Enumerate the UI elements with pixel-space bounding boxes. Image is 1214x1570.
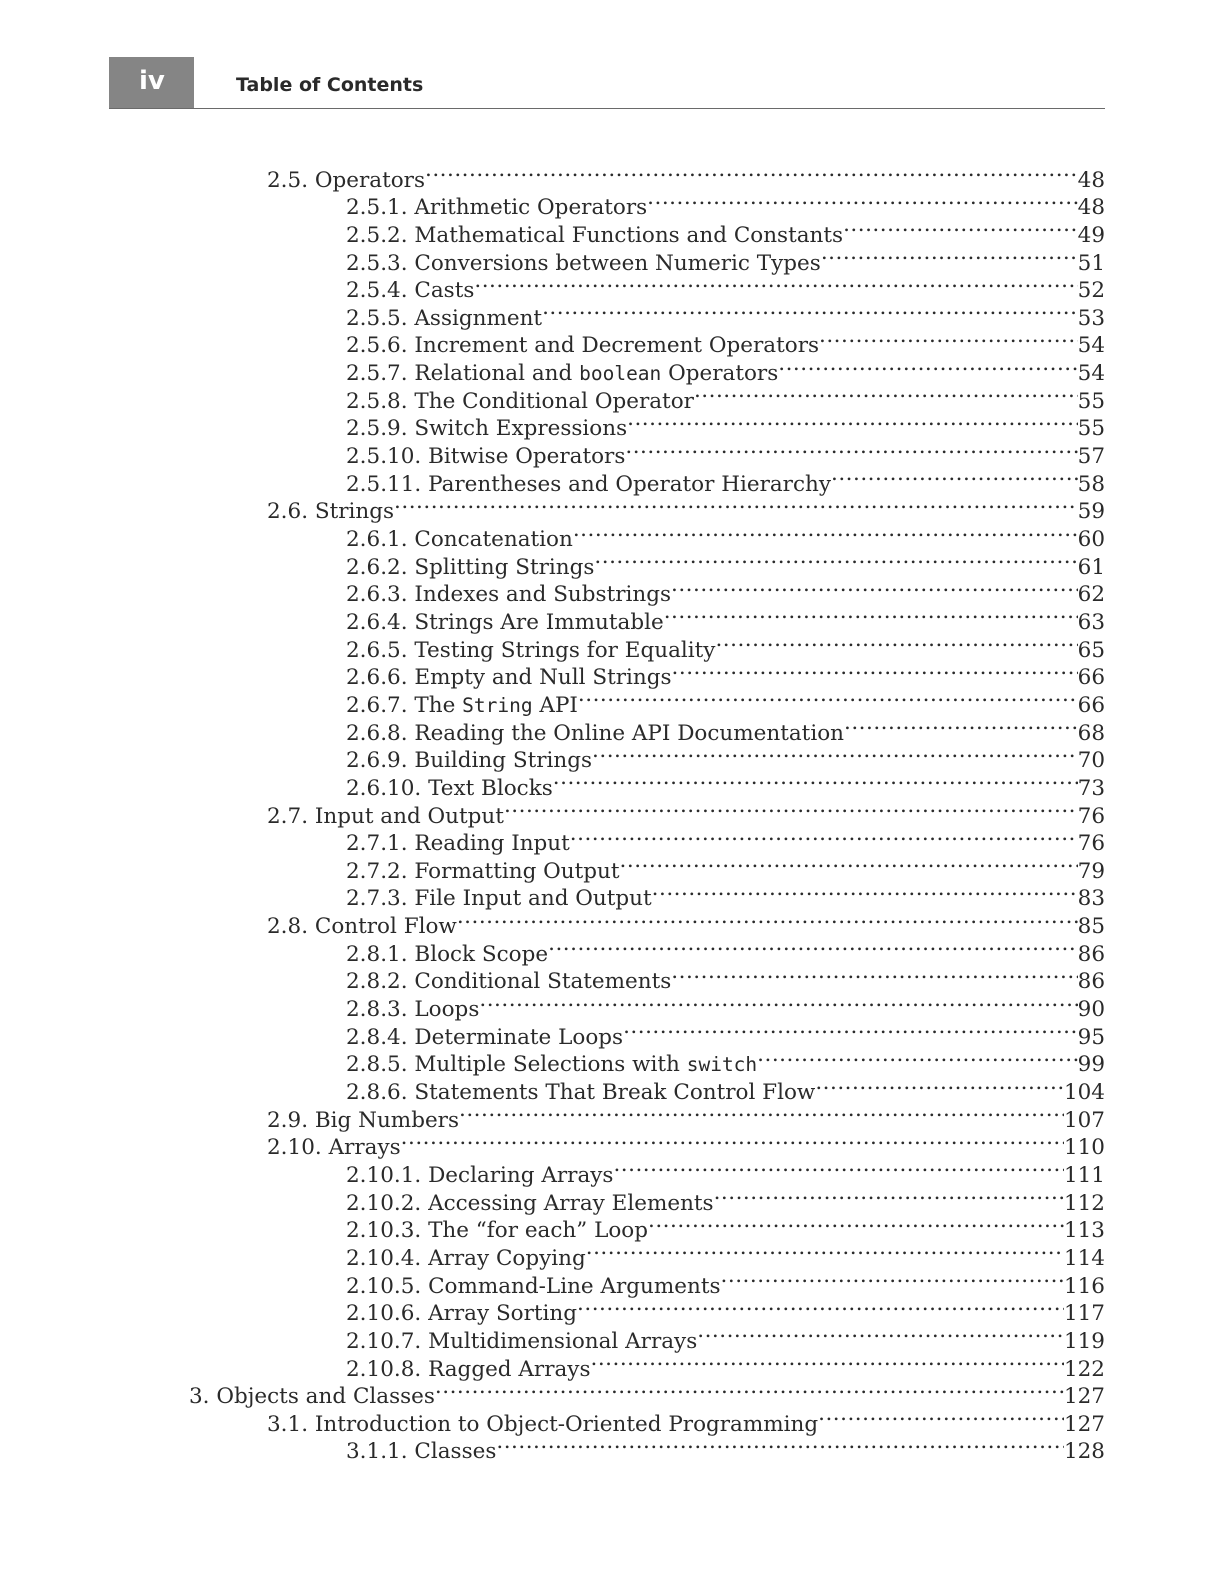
toc-entry-page: 117 — [1063, 1301, 1105, 1327]
toc-entry-number: 2.10. — [267, 1135, 322, 1161]
toc-entry-number: 2.6.7. — [346, 692, 408, 718]
toc-entry-title-text: Declaring Arrays — [428, 1162, 614, 1188]
toc-entry-page: 128 — [1063, 1439, 1105, 1465]
toc-entry[interactable] — [346, 546, 1105, 580]
toc-entry[interactable] — [346, 1154, 1105, 1188]
toc-entry[interactable] — [346, 1265, 1105, 1299]
toc-entry-title-text: API — [532, 692, 578, 718]
toc-entry-title-text: Introduction to Object-Oriented Programming — [314, 1411, 819, 1437]
toc-entry-page: 127 — [1063, 1384, 1105, 1410]
toc-entry[interactable] — [346, 380, 1105, 414]
toc-entry-page: 113 — [1063, 1218, 1105, 1244]
dot-leader — [714, 1182, 1064, 1210]
toc-entry-page: 54 — [1077, 333, 1105, 359]
toc-entry-page: 60 — [1077, 527, 1105, 553]
toc-entry[interactable] — [346, 1237, 1105, 1271]
dot-leader — [573, 518, 1078, 546]
toc-entry[interactable] — [346, 1182, 1105, 1216]
dot-leader — [844, 712, 1078, 740]
toc-entry-number: 2.6.5. — [346, 637, 408, 663]
toc-entry-number: 2.8. — [267, 914, 309, 940]
toc-entry-title-text: Operators — [661, 361, 779, 387]
dot-leader — [721, 1265, 1064, 1293]
toc-entry-number: 2.5.3. — [346, 250, 408, 276]
toc-entry[interactable] — [346, 297, 1105, 331]
toc-entry[interactable] — [346, 823, 1105, 857]
toc-entry-title-text: Array Copying — [428, 1245, 586, 1271]
dot-leader — [591, 1348, 1064, 1376]
toc-entry-page: 85 — [1077, 914, 1105, 940]
toc-entry-title-text: Reading the Online API Documentation — [414, 720, 844, 746]
toc-entry-number: 2.8.4. — [346, 1024, 408, 1050]
toc-entry-title-text: Reading Input — [414, 831, 570, 857]
toc-entry[interactable] — [346, 353, 1105, 387]
toc-entry-page: 90 — [1077, 997, 1105, 1023]
toc-entry-title-text: Building Strings — [414, 748, 593, 774]
dot-leader — [613, 1154, 1064, 1182]
toc-entry[interactable] — [346, 767, 1105, 801]
toc-entry-title-text: Statements That Break Control Flow — [414, 1080, 816, 1106]
toc-entry-page: 63 — [1077, 609, 1105, 635]
dot-leader — [504, 795, 1078, 823]
toc-entry-number: 2.6.9. — [346, 748, 408, 774]
toc-entry-page: 66 — [1077, 665, 1105, 691]
toc-entry[interactable] — [189, 1376, 1105, 1410]
toc-entry-title-text: Assignment — [414, 305, 543, 331]
toc-entry-page: 48 — [1077, 195, 1105, 221]
toc-entry-page: 57 — [1077, 444, 1105, 470]
toc-entry-page: 114 — [1063, 1245, 1105, 1271]
toc-entry[interactable] — [267, 159, 1105, 193]
toc-entry-page: 119 — [1063, 1328, 1105, 1354]
toc-entry[interactable] — [346, 933, 1105, 967]
toc-entry-title-text: Classes — [414, 1439, 497, 1465]
toc-entry-page: 49 — [1077, 222, 1105, 248]
dot-leader — [594, 546, 1077, 574]
running-title: Table of Contents — [236, 74, 424, 96]
toc-entry-number: 2.5.1. — [346, 195, 408, 221]
toc-entry-number: 2.6.3. — [346, 582, 408, 608]
dot-leader — [843, 214, 1078, 242]
toc-entry[interactable] — [267, 906, 1105, 940]
toc-entry-page: 66 — [1077, 692, 1105, 718]
dot-leader — [697, 1320, 1064, 1348]
dot-leader — [542, 297, 1078, 325]
dot-leader — [570, 823, 1078, 851]
toc-entry[interactable] — [346, 408, 1105, 442]
toc-entry-page: 107 — [1063, 1107, 1105, 1133]
toc-entry[interactable] — [346, 961, 1105, 995]
dot-leader — [623, 1016, 1078, 1044]
dot-leader — [652, 878, 1078, 906]
toc-entry-page: 95 — [1077, 1024, 1105, 1050]
dot-leader — [821, 242, 1078, 270]
toc-entry-title-text: Formatting Output — [414, 858, 620, 884]
toc-entry-title-text: Empty and Null Strings — [414, 665, 672, 691]
toc-entry[interactable] — [346, 1431, 1105, 1465]
toc-entry-number: 2.6.8. — [346, 720, 408, 746]
toc-entry[interactable] — [346, 629, 1105, 663]
toc-entry-page: 127 — [1063, 1411, 1105, 1437]
toc-entry-number: 2.9. — [267, 1107, 309, 1133]
toc-entry[interactable] — [346, 1348, 1105, 1382]
toc-entry-page: 112 — [1063, 1190, 1105, 1216]
toc-entry-number: 2.8.2. — [346, 969, 408, 995]
toc-entry[interactable] — [346, 684, 1105, 718]
toc-entry-page: 104 — [1063, 1080, 1105, 1106]
dot-leader — [548, 933, 1078, 961]
dot-leader — [647, 187, 1077, 215]
toc-entry-number: 2.6.4. — [346, 609, 408, 635]
toc-entry-number: 2.8.3. — [346, 997, 408, 1023]
toc-entry-page: 54 — [1077, 361, 1105, 387]
toc-entry-number: 2.10.8. — [346, 1356, 422, 1382]
toc-entry-title-text: File Input and Output — [414, 886, 652, 912]
dot-leader — [664, 601, 1078, 629]
toc-entry-title-text: Control Flow — [314, 914, 457, 940]
toc-entry[interactable] — [346, 325, 1105, 359]
toc-entry-number: 3. — [189, 1384, 210, 1410]
toc-entry-number: 2.6.1. — [346, 527, 408, 553]
toc-entry-title-text: The Conditional Operator — [414, 388, 694, 414]
toc-entry-code: switch — [686, 1053, 758, 1077]
toc-entry-page: 111 — [1063, 1162, 1105, 1188]
toc-entry-number: 2.10.7. — [346, 1328, 422, 1354]
dot-leader — [496, 1431, 1064, 1459]
toc-entry-page: 58 — [1077, 471, 1105, 497]
toc-entry-title-text: Strings Are Immutable — [414, 609, 664, 635]
toc-entry[interactable] — [346, 712, 1105, 746]
toc-entry-number: 2.7.2. — [346, 858, 408, 884]
toc-entry-number: 2.8.6. — [346, 1080, 408, 1106]
toc-entry-title-text: Conditional Statements — [414, 969, 672, 995]
dot-leader — [401, 1127, 1064, 1155]
dot-leader — [394, 491, 1078, 519]
toc-entry-number: 2.10.2. — [346, 1190, 422, 1216]
dot-leader — [627, 408, 1078, 436]
toc-entry-number: 2.6.10. — [346, 775, 422, 801]
toc-entry[interactable] — [346, 878, 1105, 912]
toc-entry[interactable] — [346, 518, 1105, 553]
toc-entry-page: 79 — [1077, 858, 1105, 884]
toc-entry-code: boolean — [579, 362, 662, 386]
toc-entry-number: 2.6. — [267, 499, 309, 525]
dot-leader — [694, 380, 1078, 408]
toc-entry-page: 70 — [1077, 748, 1105, 774]
toc-entry-number: 2.5.10. — [346, 444, 422, 470]
toc-entry-title-text: The “for each” Loop — [428, 1218, 648, 1244]
toc-entry[interactable] — [346, 1293, 1105, 1327]
toc-entry-title-text: Multidimensional Arrays — [428, 1328, 698, 1354]
toc-entry-page: 62 — [1077, 582, 1105, 608]
dot-leader — [435, 1376, 1064, 1404]
dot-leader — [648, 1210, 1064, 1238]
toc-entry-page: 59 — [1077, 499, 1105, 525]
toc-entry-title-text: Multiple Selections with — [414, 1052, 687, 1078]
toc-entry-number: 2.5.7. — [346, 361, 408, 387]
toc-entry-number: 2.6.6. — [346, 665, 408, 691]
toc-entry-title-text: Arithmetic Operators — [414, 195, 648, 221]
toc-entry-number: 2.5.8. — [346, 388, 408, 414]
dot-leader — [831, 463, 1078, 491]
toc-entry[interactable] — [267, 1127, 1105, 1161]
toc-entry[interactable] — [346, 1320, 1105, 1354]
toc-entry-title-text: Parentheses and Operator Hierarchy — [428, 471, 831, 497]
toc-entry-number: 2.10.3. — [346, 1218, 422, 1244]
toc-entry-page: 48 — [1077, 167, 1105, 193]
toc-entry[interactable] — [346, 463, 1105, 497]
toc-entry-page: 55 — [1077, 416, 1105, 442]
toc-entry-title-text: Increment and Decrement Operators — [414, 333, 820, 359]
dot-leader — [715, 629, 1077, 657]
toc-entry[interactable] — [346, 242, 1105, 276]
toc-entry[interactable] — [346, 740, 1105, 774]
toc-entry[interactable] — [267, 491, 1105, 525]
toc-entry-page: 110 — [1063, 1135, 1105, 1161]
toc-entry-title-text: Strings — [314, 499, 395, 525]
toc-entry-page: 65 — [1077, 637, 1105, 663]
toc-entry[interactable] — [346, 187, 1105, 221]
toc-entry-page: 51 — [1077, 250, 1105, 276]
toc-entry-title-text: Command-Line Arguments — [428, 1273, 721, 1299]
toc-entry-title-text: Operators — [314, 167, 425, 193]
toc-entry-number: 2.5.4. — [346, 278, 408, 304]
toc-entry-title-text: Casts — [414, 278, 475, 304]
toc-entry-title-text: Array Sorting — [428, 1301, 578, 1327]
dot-leader — [671, 574, 1078, 602]
dot-leader — [459, 1099, 1064, 1127]
toc-entry[interactable] — [346, 270, 1105, 304]
toc-entry-title-text: Switch Expressions — [414, 416, 628, 442]
toc-entry-number: 2.6.2. — [346, 554, 408, 580]
toc-entry-page: 86 — [1077, 969, 1105, 995]
toc-entry[interactable] — [346, 436, 1105, 470]
toc-entry-page: 76 — [1077, 803, 1105, 829]
dot-leader — [778, 353, 1077, 381]
dot-leader — [457, 906, 1078, 934]
toc-entry-page: 61 — [1077, 554, 1105, 580]
toc-entry-number: 2.5. — [267, 167, 309, 193]
toc-entry-title-text: Loops — [414, 997, 480, 1023]
toc-entry[interactable] — [346, 850, 1105, 884]
dot-leader — [757, 1044, 1077, 1072]
toc-entry-page: 53 — [1077, 305, 1105, 331]
dot-leader — [592, 740, 1078, 768]
dot-leader — [474, 270, 1077, 298]
toc-entry-code: String — [462, 693, 533, 717]
toc-entry[interactable] — [346, 214, 1105, 248]
dot-leader — [577, 1293, 1064, 1321]
toc-entry[interactable] — [267, 1403, 1105, 1437]
toc-entry-title-text: Block Scope — [414, 941, 549, 967]
toc-entry-number: 2.8.5. — [346, 1052, 408, 1078]
toc-entry-title-text: Accessing Array Elements — [428, 1190, 714, 1216]
toc-entry-number: 2.10.6. — [346, 1301, 422, 1327]
toc-entry-title — [346, 1438, 496, 1466]
toc-entry-number: 2.7.1. — [346, 831, 408, 857]
dot-leader — [578, 684, 1078, 712]
dot-leader — [479, 989, 1077, 1017]
dot-leader — [671, 961, 1077, 989]
toc-entry-title-text: Concatenation — [414, 527, 573, 553]
toc-entry[interactable] — [346, 1044, 1105, 1078]
toc-entry-title-text: Input and Output — [314, 803, 504, 829]
dot-leader — [553, 767, 1078, 795]
toc-entry[interactable] — [346, 1210, 1105, 1244]
page-header — [109, 57, 1105, 109]
toc-entry-title-text: Determinate Loops — [414, 1024, 624, 1050]
dot-leader — [819, 325, 1078, 353]
toc-entry-page: 99 — [1077, 1052, 1105, 1078]
toc-entry[interactable] — [346, 989, 1105, 1023]
dot-leader — [672, 657, 1078, 685]
toc-entry-number: 2.10.1. — [346, 1162, 422, 1188]
dot-leader — [818, 1403, 1064, 1431]
toc-entry-title-text: Conversions between Numeric Types — [414, 250, 821, 276]
toc-entry-number: 2.5.6. — [346, 333, 408, 359]
toc-entry-number: 2.5.11. — [346, 471, 422, 497]
toc-entry-number: 2.10.4. — [346, 1245, 422, 1271]
toc-entry-number: 2.5.5. — [346, 305, 408, 331]
toc-entry-page: 55 — [1077, 388, 1105, 414]
toc-entry-title-text: Indexes and Substrings — [414, 582, 672, 608]
toc-entry-page: 76 — [1077, 831, 1105, 857]
toc-entry[interactable] — [267, 1099, 1105, 1133]
toc-entry-page: 116 — [1063, 1273, 1105, 1299]
toc-entry[interactable] — [267, 795, 1105, 829]
page-number: iv — [109, 57, 194, 108]
toc-entry-title-text: Bitwise Operators — [428, 444, 626, 470]
toc-entry-title-text: Splitting Strings — [414, 554, 595, 580]
toc-entry[interactable] — [346, 1071, 1105, 1106]
toc-entry-title-text: Mathematical Functions and Constants — [414, 222, 844, 248]
toc-entry-title-text: Ragged Arrays — [428, 1356, 591, 1382]
toc-entry[interactable] — [346, 1016, 1105, 1050]
toc-entry-page: 122 — [1063, 1356, 1105, 1382]
toc-entry-number: 2.5.2. — [346, 222, 408, 248]
toc-entry-title-text: The — [414, 692, 463, 718]
dot-leader — [625, 436, 1077, 464]
toc-entry-number: 3.1. — [267, 1411, 309, 1437]
toc-entry[interactable] — [346, 657, 1105, 691]
toc-entry-page: 86 — [1077, 941, 1105, 967]
toc-entry-number: 2.5.9. — [346, 416, 408, 442]
toc-entry-page: 68 — [1077, 720, 1105, 746]
dot-leader — [620, 850, 1078, 878]
toc-entry-title-text: Testing Strings for Equality — [414, 637, 716, 663]
dot-leader — [586, 1237, 1064, 1265]
toc-entry-title-text: Arrays — [328, 1135, 401, 1161]
dot-leader — [815, 1071, 1064, 1099]
toc-entry-number: 2.10.5. — [346, 1273, 422, 1299]
dot-leader — [425, 159, 1078, 187]
toc-entry-number: 2.7. — [267, 803, 309, 829]
toc-entry-title-text: Objects and Classes — [216, 1384, 435, 1410]
toc-entry-number: 2.7.3. — [346, 886, 408, 912]
toc-entry-page: 52 — [1077, 278, 1105, 304]
toc-entry-page: 83 — [1077, 886, 1105, 912]
toc-entry[interactable] — [346, 601, 1105, 635]
toc-entry-title-text: Text Blocks — [428, 775, 553, 801]
toc-entry-number: 2.8.1. — [346, 941, 408, 967]
toc-entry[interactable] — [346, 574, 1105, 608]
toc-entry-title-text: Big Numbers — [314, 1107, 459, 1133]
toc-entry-number: 3.1.1. — [346, 1439, 408, 1465]
toc-entry-title-text: Relational and — [414, 361, 580, 387]
toc-entry-page: 73 — [1077, 775, 1105, 801]
